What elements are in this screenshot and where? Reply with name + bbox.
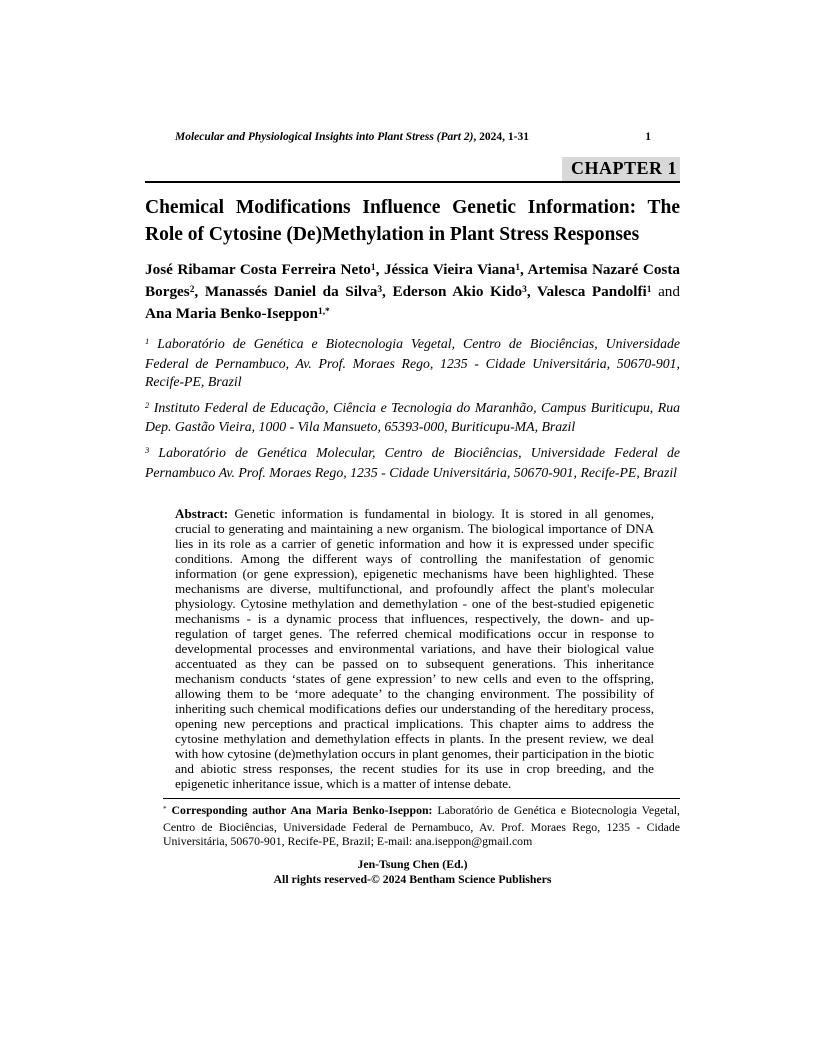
author-affiliation-marker: 2 xyxy=(189,284,195,295)
author-affiliation-marker: 1 xyxy=(515,262,521,273)
footnote-rule xyxy=(163,798,680,799)
author-separator: , xyxy=(526,283,537,300)
publisher-footer xyxy=(145,857,680,886)
author-name: Ana Maria Benko-Iseppon$^{1,*}$ xyxy=(145,305,330,322)
header-rule xyxy=(145,181,680,183)
author-affiliation-marker: 1 xyxy=(646,284,652,295)
running-book-title: Molecular and Physiological Insights into Plant Stress (Part 2) xyxy=(175,131,474,143)
author-affiliation-marker: 1 xyxy=(370,262,376,273)
chapter-badge: CHAPTER 1 xyxy=(562,157,680,181)
page-content xyxy=(145,130,680,886)
footnote-marker: * xyxy=(163,803,167,813)
page-number: 1 xyxy=(645,131,651,143)
affiliation: $^1$ Laboratório de Genética e Biotecnologia Vegetal, Centro de Biociências, Universidade Federal de Pernambuco, Av. Prof. Moraes Rego, 1235 - Cidade Universitária, 50670-901, Recife-PE, Brazil xyxy=(145,336,680,390)
footnote-text: Laboratório de Genética e Biotecnologia Vegetal, Centro de Biociências, Universidade Federal de Pernambuco, Av. Prof. Moraes Rego, 1235 - Cidade Universitária, 50670-901, Recife-PE, Brazil; E-mail: ana.iseppon@gmail.com xyxy=(163,803,680,848)
author-separator: , xyxy=(194,283,205,300)
abstract-text: Genetic information is fundamental in biology. It is stored in all genomes, crucial to generating and maintaining a new organism. The biological importance of DNA lies in its role as a carrier of genetic information and how it is expressed under specific conditions. Among the different ways of controlling the manifestation of genomic information (or gene expression), epigenetic mechanisms have been highlighted. These mechanisms are diverse, multifunctional, and profoundly affect the plant's molecular physiology. Cytosine methylation and demethylation - one of the best-studied epigenetic mechanisms - is a dynamic process that influences, respectively, the down- and up-regulation of target genes. The referred chemical modifications occur in response to developmental processes and environmental variations, and have their biological value accentuated as they can be passed on to subsequent generations. This inheritance mechanism conducts ‘states of gene expression’ to new cells and even to the offspring, allowing them to be ‘more adequate’ to the changing environment. The possibility of inheriting such chemical modifications defies our understanding of the hereditary process, opening new perceptions and practical implications. This chapter aims to address the cytosine methylation and demethylation effects in plants. In the present review, we deal with how cytosine (de)methylation occurs in plant genomes, their participation in the biotic and abiotic stress responses, the recent studies for its use in crop breeding, and the epigenetic inheritance issue, which is a matter of intense debate. xyxy=(175,506,654,792)
chapter-row xyxy=(145,157,680,181)
running-head-text xyxy=(175,130,529,144)
editor-line: Jen-Tsung Chen (Ed.) xyxy=(357,857,468,872)
affiliation: $^2$ Instituto Federal de Educação, Ciência e Tecnologia do Maranhão, Campus Buriticupu, Rua Dep. Gastão Vieira, 1000 - Vila Mansueto, 65393-000, Buriticupu-MA, Brazil xyxy=(145,399,680,435)
corresponding-author-footnote xyxy=(163,803,680,848)
rights-line: All rights reserved-© 2024 Bentham Science Publishers xyxy=(273,871,552,886)
footnote-label: Corresponding author Ana Maria Benko-Iseppon: xyxy=(171,803,433,818)
author-name: Valesca Pandolfi$^1$ xyxy=(536,283,652,300)
author-separator: , xyxy=(375,261,384,278)
running-citation: , 2024, 1-31 xyxy=(473,131,529,143)
abstract-label: Abstract: xyxy=(175,506,229,522)
running-header xyxy=(145,130,680,144)
affiliation-marker: 3 xyxy=(145,445,150,456)
affiliation: $^3$ Laboratório de Genética Molecular, Centro de Biociências, Universidade Federal de Pernambuco Av. Prof. Moraes Rego, 1235 - Cidade Universitária, 50670-901, Recife-PE, Brazil xyxy=(145,444,680,480)
affiliation-marker: 1 xyxy=(145,336,150,347)
author-affiliation-marker: 1,* xyxy=(318,306,330,317)
author-separator: , xyxy=(520,261,528,278)
author-affiliation-marker: 3 xyxy=(377,284,383,295)
author-name: Manassés Daniel da Silva$^3$ xyxy=(204,283,383,300)
author-affiliation-marker: 3 xyxy=(522,284,527,295)
author-name: Ederson Akio Kido$^3$ xyxy=(392,283,527,300)
affiliation-marker: 2 xyxy=(145,399,150,410)
chapter-title: Chemical Modifications Influence Genetic Information: The Role of Cytosine (De)Methylation in Plant Stress Responses xyxy=(145,197,680,245)
author-name: José Ribamar Costa Ferreira Neto$^1$ xyxy=(145,261,376,278)
author-list: José Ribamar Costa Ferreira Neto$^1$, Jéssica Vieira Viana$^1$, Artemisa Nazaré Costa Borges$^2$, Manassés Daniel da Silva$^3$, Ederson Akio Kido$^3$, Valesca Pandolfi$^1$ and Ana Maria Benko-Iseppon$^{1,*}$ xyxy=(145,261,680,322)
affiliation-list xyxy=(145,335,680,482)
author-separator: , xyxy=(382,283,393,300)
author-name: Artemisa Nazaré Costa Borges$^2$ xyxy=(145,261,680,300)
author-name: Jéssica Vieira Viana$^1$ xyxy=(383,261,521,278)
abstract xyxy=(175,506,654,791)
